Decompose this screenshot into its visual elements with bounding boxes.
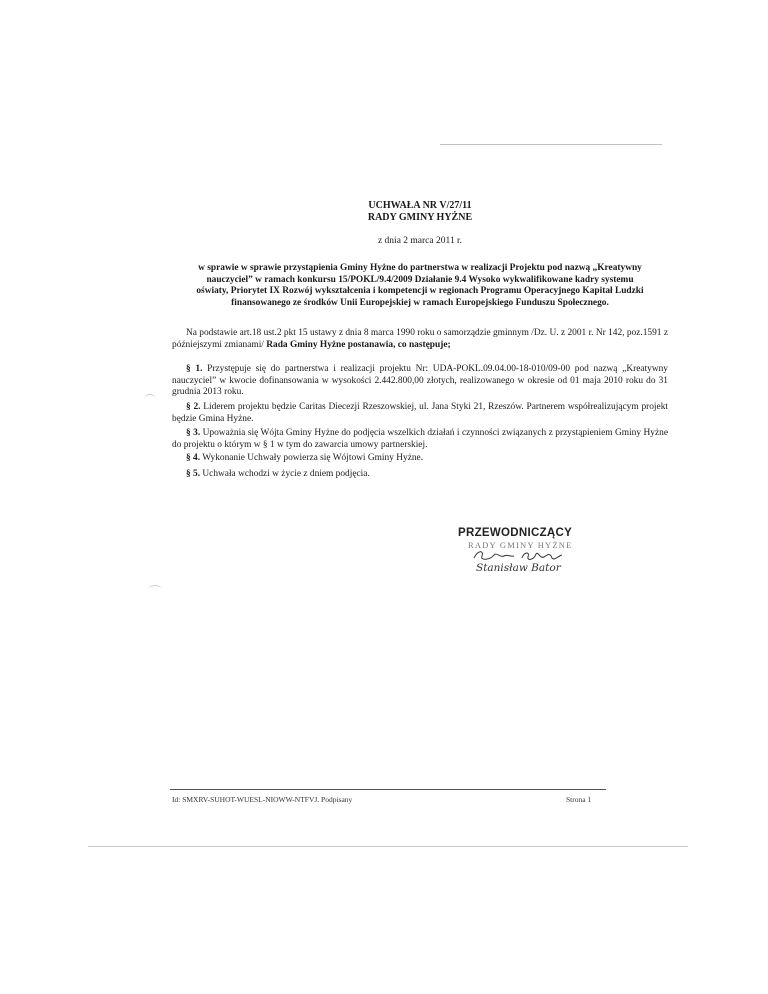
council-name: RADY GMINY HYŻNE	[367, 212, 473, 223]
chairman-name: Stanisław Bator	[476, 562, 561, 574]
section-3	[172, 428, 668, 451]
preamble	[172, 328, 668, 351]
resolution-title	[172, 200, 668, 224]
section-text: Przystępuje się do partnerstwa i realizacji projektu Nr: UDA-POKL.09.04.00-18-010/09-00 pod nazwą „Kreatywny nauczyciel” w kwocie dofinansowania w wysokości 2.442.800,00 złotych, realizowanego w okresie od 01 maja 2010 roku do 31 grudnia 2013 roku.	[172, 364, 668, 398]
chairman-title: PRZEWODNICZĄCY	[458, 527, 573, 539]
resolution-date: z dnia 2 marca 2011 r.	[377, 236, 463, 246]
section-text: Liderem projektu będzie Caritas Diecezji Rzeszowskiej, ul. Jana Styki 21, Rzeszów. Partnerem współrealizującym projekt będzie Gmina Hyżne.	[172, 402, 668, 424]
council-stamp: RADY GMINY HYŻNE	[468, 540, 573, 550]
section-text: Wykonanie Uchwały powierza się Wójtowi Gminy Hyżne.	[200, 453, 424, 463]
section-number: § 3.	[186, 428, 201, 438]
signature-block	[458, 527, 608, 574]
section-2	[172, 402, 668, 425]
section-number: § 1.	[186, 364, 203, 374]
preamble-decision: Rada Gminy Hyżne postanawia, co następuje;	[266, 339, 451, 350]
section-4	[172, 453, 668, 465]
section-text: Upoważnia się Wójta Gminy Hyżne do podjęcia wszelkich działań i czynności związanych z przystąpieniem Gminy Hyżne do projektu o którym w § 1 w tym do zawarcia umowy partnerskiej.	[172, 428, 668, 450]
section-number: § 5.	[186, 469, 201, 479]
resolution-number: UCHWAŁA NR V/27/11	[368, 200, 472, 211]
document-id: Id: SMXRV-SUHOT-WUESL-NIOWW-NTFVJ. Podpisany	[172, 795, 353, 804]
section-number: § 4.	[186, 453, 201, 463]
section-number: § 2.	[186, 402, 201, 412]
scan-blemish	[148, 585, 162, 594]
footer-divider	[170, 789, 606, 790]
page-number: Strona 1	[566, 795, 592, 804]
section-5	[172, 469, 668, 481]
section-text: Uchwała wchodzi w życie z dniem podjęcia.	[200, 469, 370, 479]
preamble-text: Na podstawie art.18 ust.2 pkt 15 ustawy z dnia 8 marca 1990 roku o samorządzie gminnym /Dz. U. z 2001 r. Nr 142, poz.1591 z późniejszymi zmianami/	[172, 328, 668, 350]
scan-line-top	[440, 144, 662, 145]
scan-line-bottom	[88, 846, 688, 847]
section-1	[172, 364, 668, 399]
resolution-subject: w sprawie w sprawie przystąpienia Gminy Hyżne do partnerstwa w realizacji Projektu pod nazwą „Kreatywny nauczyciel” w ramach konkursu 15/POKL/9.4/2009 Działanie 9.4 Wysoko wykwalifikowane kadry systemu oświaty, Priorytet IX Rozwój wykształcenia i kompetencji w regionach Programu Operacyjnego Kapitał Ludzki finansowanego ze środków Unii Europejskiej w ramach Europejskiego Funduszu Społecznego.	[196, 263, 644, 308]
scan-blemish	[144, 394, 156, 403]
